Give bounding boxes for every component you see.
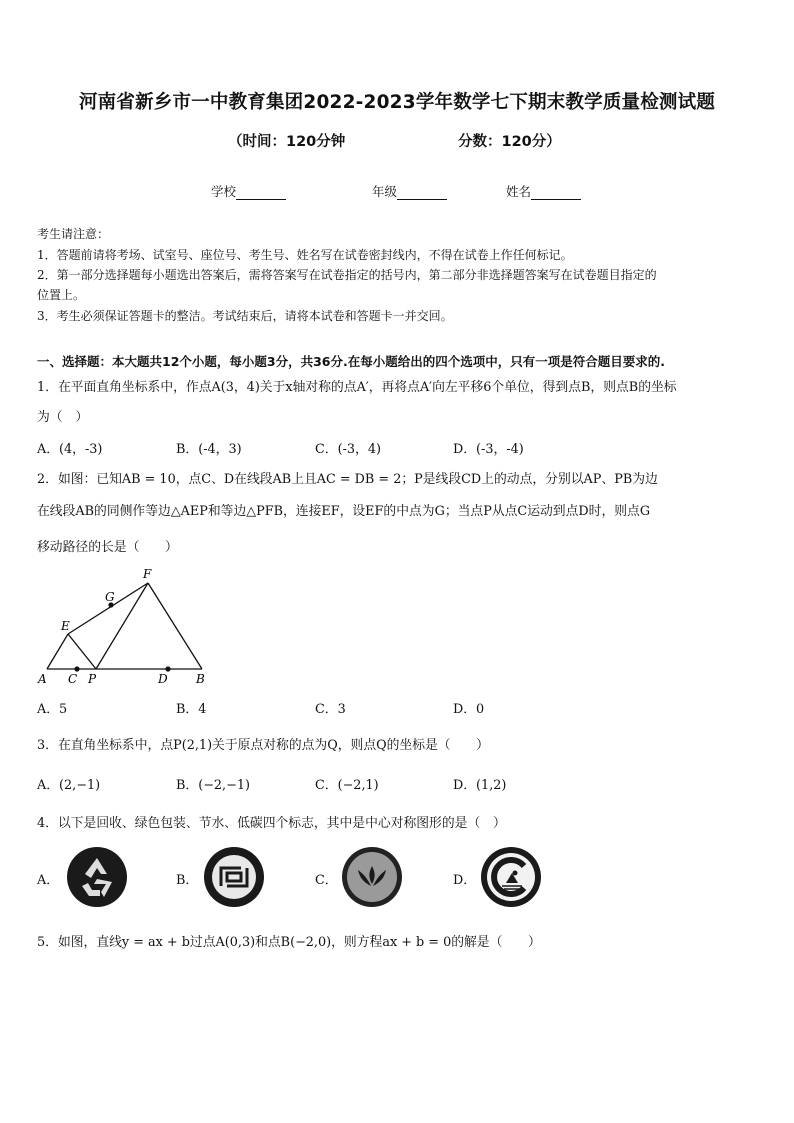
label-p: P <box>88 672 97 686</box>
q2-figure <box>30 562 220 688</box>
q1-option-d: D．(-3，-4) <box>453 442 524 457</box>
label-b: B <box>196 672 205 686</box>
recycle-logo-icon <box>66 846 128 908</box>
low-carbon-logo-icon <box>480 846 542 908</box>
q3-option-d: D．(1,2) <box>453 778 507 793</box>
segment-fb <box>148 583 202 669</box>
water-saving-logo-icon <box>341 846 403 908</box>
name-field <box>506 182 581 200</box>
exam-score: 分数：120分） <box>458 134 561 150</box>
q2-option-c: C．3 <box>315 702 346 717</box>
q3-option-c: C．(−2,1) <box>315 778 379 793</box>
notice-heading: 考生请注意： <box>37 227 110 241</box>
notice-item-2-cont: 位置上。 <box>37 288 86 302</box>
notice-item-2: 2．第一部分选择题每小题选出答案后，需将答案写在试卷指定的括号内，第二部分非选择题答案写在试卷题目指定的 <box>37 268 657 282</box>
q1-stem: 1．在平面直角坐标系中，作点A(3，4)关于x轴对称的点A′，再将点A′向左平移6个单位，得到点B，则点B的坐标 <box>37 380 677 395</box>
green-package-logo-icon <box>203 846 265 908</box>
notice-item-3: 3．考生必须保证答题卡的整洁。考试结束后，请将本试卷和答题卡一并交回。 <box>37 309 453 323</box>
q4-option-c: C． <box>315 873 338 888</box>
q3-stem: 3．在直角坐标系中，点P(2,1)关于原点对称的点为Q，则点Q的坐标是（ ） <box>37 738 489 753</box>
grade-blank <box>397 187 447 200</box>
name-label: 姓名 <box>506 184 532 199</box>
notice-item-1: 1．答题前请将考场、试室号、座位号、考生号、姓名写在试卷密封线内，不得在试卷上作任何标记。 <box>37 248 573 262</box>
school-field <box>211 182 286 200</box>
section-heading: 一、选择题：本大题共12个小题，每小题3分，共36分.在每小题给出的四个选项中，只有一项是符合题目要求的. <box>37 354 665 369</box>
q4-option-d: D． <box>453 873 477 888</box>
page-title: 河南省新乡市一中教育集团2022-2023学年数学七下期末教学质量检测试题 <box>78 92 716 113</box>
label-d: D <box>158 672 168 686</box>
q1-option-c: C．(-3，4) <box>315 442 381 457</box>
q4-option-b: B． <box>176 873 199 888</box>
q3-option-a: A．(2,−1) <box>37 778 101 793</box>
q2-option-b: B．4 <box>176 702 207 717</box>
grade-label: 年级 <box>372 184 398 199</box>
label-c: C <box>68 672 78 686</box>
segment-pf <box>96 583 148 669</box>
label-f: F <box>143 567 152 581</box>
q5-stem: 5．如图，直线y = ax + b过点A(0,3)和点B(−2,0)，则方程ax + b = 0的解是（ ） <box>37 935 541 950</box>
q2-option-a: A．5 <box>37 702 68 717</box>
q1-option-b: B．(-4，3) <box>176 442 242 457</box>
q3-option-b: B．(−2,−1) <box>176 778 250 793</box>
q2-stem-cont-2: 移动路径的长是（ ） <box>37 540 178 555</box>
name-blank <box>531 187 581 200</box>
exam-time: （时间：120分钟 <box>228 134 346 150</box>
label-e: E <box>61 619 70 633</box>
q4-stem: 4．以下是回收、绿色包装、节水、低碳四个标志，其中是中心对称图形的是（ ） <box>37 816 506 831</box>
q2-stem-cont: 在线段AB的同侧作等边△AEP和等边△PFB，连接EF，设EF的中点为G；当点P从点C运动到点D时，则点G <box>37 504 651 519</box>
q2-stem: 2．如图：已知AB = 10，点C、D在线段AB上且AC = DB = 2；P是线段CD上的动点，分别以AP、PB为边 <box>37 472 658 487</box>
q4-option-a: A． <box>37 873 60 888</box>
q1-option-a: A．(4，-3) <box>37 442 103 457</box>
segment-ae <box>47 634 68 669</box>
label-a: A <box>38 672 47 686</box>
segment-ep <box>68 634 96 669</box>
grade-field <box>372 182 447 200</box>
point-c <box>74 666 79 671</box>
q1-stem-cont: 为（ ） <box>37 410 89 425</box>
q2-option-d: D．0 <box>453 702 485 717</box>
point-d <box>165 666 170 671</box>
label-g: G <box>105 590 115 604</box>
school-blank <box>236 187 286 200</box>
school-label: 学校 <box>211 184 237 199</box>
